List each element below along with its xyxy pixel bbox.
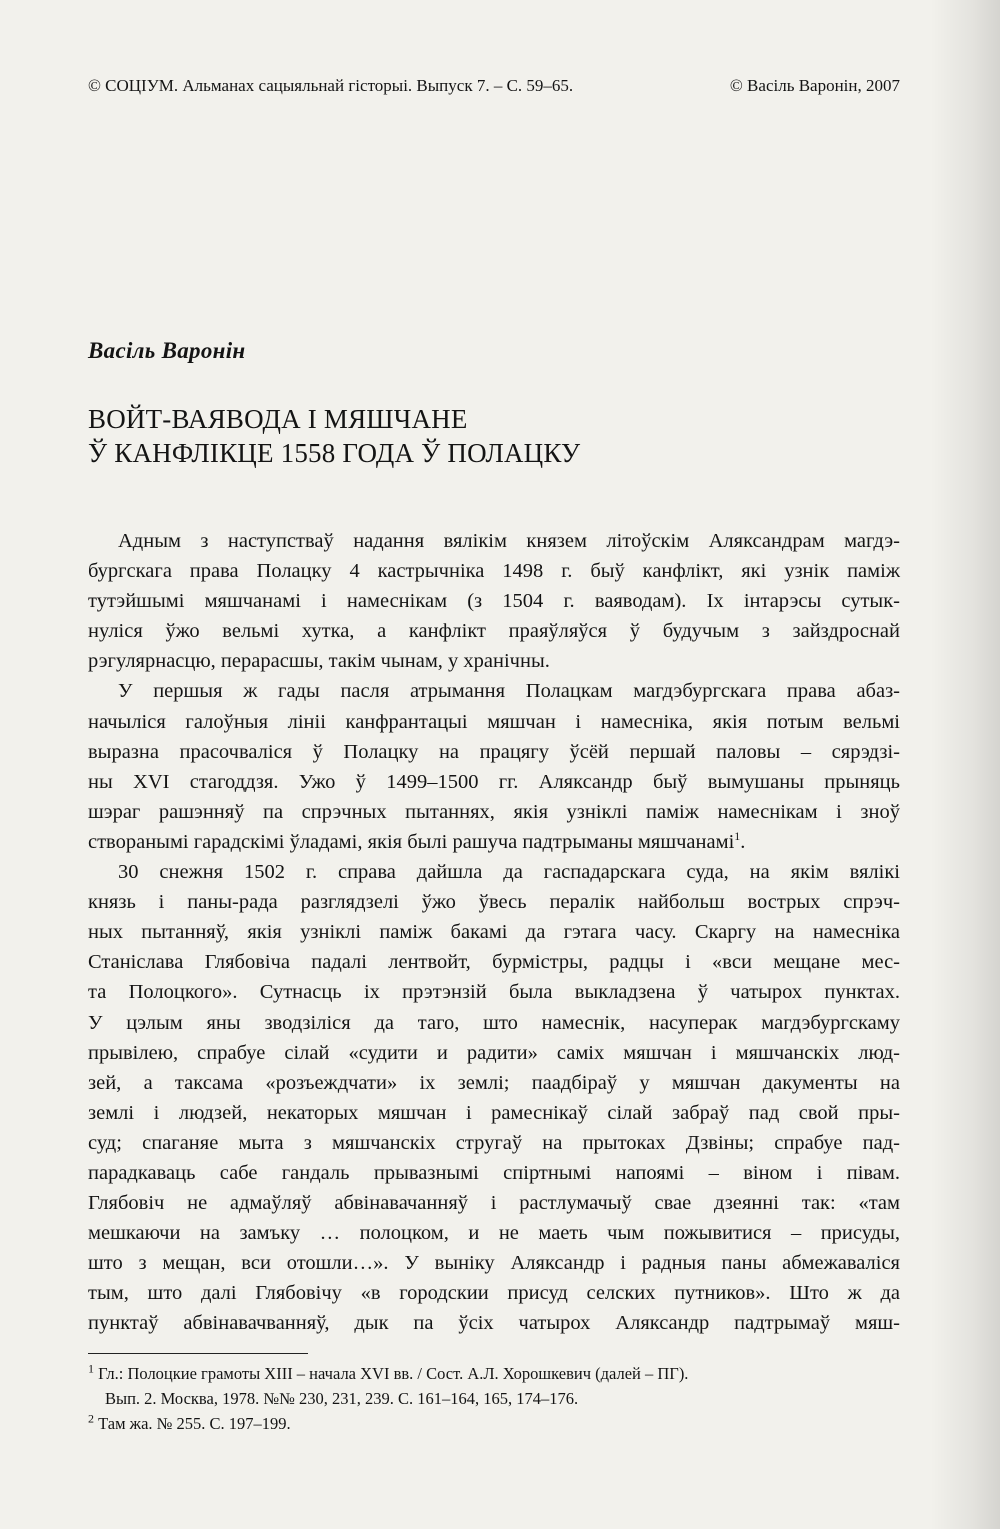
text-line: бургскага права Полацку 4 кастрычніка 1498 г. быў канфлікт, які узнік паміж [88, 560, 900, 583]
scan-edge-shadow [930, 0, 1000, 1529]
text-line: пунктаў абвінавачванняў, дык па ўсіх чатырох Аляксандр падтрымаў мяш- [88, 1312, 900, 1335]
text-line: та Полоцкого». Сутнасць іх прэтэнзій была выкладзена ў чатырох пунктах. [88, 981, 900, 1004]
text-line: 30 снежня 1502 г. справа дайшла да гаспадарскага суда, на якім вялікі [118, 861, 900, 884]
running-head-source: © СОЦІУМ. Альманах сацыяльнай гісторыі. Выпуск 7. – С. 59–65. [88, 76, 574, 95]
footnote-number: 2 [88, 1411, 94, 1426]
text-line: У першыя ж гады пасля атрымання Полацкам магдэбургскага права абаз- [118, 680, 900, 703]
text-line: выразна прасочваліся ў Полацку на працягу ўсёй першай паловы – сярэдзі- [88, 740, 900, 763]
text-line-with-footnote: створанымі гарадскімі ўладамі, якія былі рашуча падтрыманы мяшчанамі$^1$. [88, 829, 746, 853]
text-line: суд; спаганяе мыта з мяшчанскіх стругаў на прытоках Дзвіны; спрабуе пад- [88, 1131, 900, 1154]
text-line: мешкаючи на замъку … полоцком, и не маеть чым пожывитися – присуды, [88, 1222, 900, 1245]
text-line: Станіслава Глябовіча падалі лентвойт, бурмістры, радцы і «вси мещане мес- [88, 951, 900, 974]
paragraph-3 [88, 857, 900, 1339]
article-title-line-1: ВОЙТ-ВАЯВОДА І МЯШЧАНЕ [88, 404, 468, 434]
footnote-text: Гл.: Полоцкие грамоты XIII – начала XVI вв. / Сост. А.Л. Хорошкевич (далей – ПГ). [98, 1364, 689, 1383]
footnote-2 [88, 1411, 900, 1436]
article-title-line-2: Ў КАНФЛІКЦЕ 1558 ГОДА Ў ПОЛАЦКУ [88, 438, 581, 468]
paragraph-2 [88, 676, 900, 857]
footnote-divider [88, 1353, 308, 1354]
text-line: князь і паны-рада разглядзелі ўжо ўвесь пералік найбольш вострых спрэч- [88, 891, 900, 914]
text-line: рэгулярнасцю, перарасшы, такім чынам, у хранічны. [88, 650, 550, 673]
text-line: тутэйшымі мяшчанамі і намеснікам (з 1504 г. ваяводам). Іх інтарэсы сутык- [88, 590, 900, 613]
text-line: У цэлым яны зводзіліся да таго, што намеснік, насуперак магдэбургскаму [88, 1011, 900, 1034]
text-line: прывілею, спрабуе сілай «судити и радити» саміх мяшчан і мяшчанскіх люд- [88, 1041, 900, 1064]
running-head-copyright: © Васіль Варонін, 2007 [729, 76, 900, 95]
text-line: тым, што далі Глябовічу «в городскии присуд селских путников». Што ж да [88, 1282, 900, 1305]
text-line: што з мещан, вси отошли…». У выніку Аляксандр і радныя паны абмежаваліся [88, 1252, 900, 1275]
footnotes [88, 1361, 900, 1436]
article-body [88, 526, 900, 1339]
footnote-1 [88, 1361, 900, 1386]
text-line: шэраг рашэнняў па спрэчных пытаннях, якія узніклі паміж намеснікам і зноў [88, 800, 900, 823]
text-line: зей, а таксама «розъеждчати» іх землі; паадбіраў у мяшчан дакументы на [88, 1071, 900, 1094]
text-line: нуліся ўжо вельмі хутка, а канфлікт праяўляўся ў будучым з зайздроснай [88, 620, 900, 643]
text-line: землі і людзей, некаторых мяшчан і рамеснікаў сілай забраў пад свой пры- [88, 1101, 900, 1124]
text-line: начыліся галоўныя лініі канфрантацыі мяшчан і намесніка, якія потым вельмі [88, 710, 900, 733]
text-line: Глябовіч не адмаўляў абвінавачанняў і растлумачыў свае дзеянні так: «там [88, 1192, 900, 1215]
footnote-text: Там жа. № 255. С. 197–199. [98, 1414, 291, 1433]
text-line: створанымі гарадскімі ўладамі, якія былі рашуча падтрыманы мяшчанамі [88, 830, 735, 853]
article-title [88, 402, 900, 470]
author-name: Васіль Варонін [88, 338, 246, 363]
text-line: парадкаваць сабе гандаль прывазнымі спіртнымі напоямі – віном і півам. [88, 1161, 900, 1184]
footnote-number: 1 [88, 1361, 94, 1376]
text-line: Адным з наступстваў надання вялікім князем літоўскім Аляксандрам магдэ- [118, 530, 900, 552]
footnote-ref[interactable]: 1 [734, 829, 741, 844]
running-head [88, 76, 900, 102]
paragraph-1 [88, 526, 900, 676]
text-line: ных пытанняў, якія узніклі паміж бакамі да гэтага часу. Скаргу на намесніка [88, 921, 900, 944]
text-line: ны XVI стагоддзя. Ужо ў 1499–1500 гг. Аляксандр быў вымушаны прыняць [88, 770, 900, 793]
footnote-1-continuation: Вып. 2. Москва, 1978. №№ 230, 231, 239. С. 161–164, 165, 174–176. [105, 1389, 579, 1408]
